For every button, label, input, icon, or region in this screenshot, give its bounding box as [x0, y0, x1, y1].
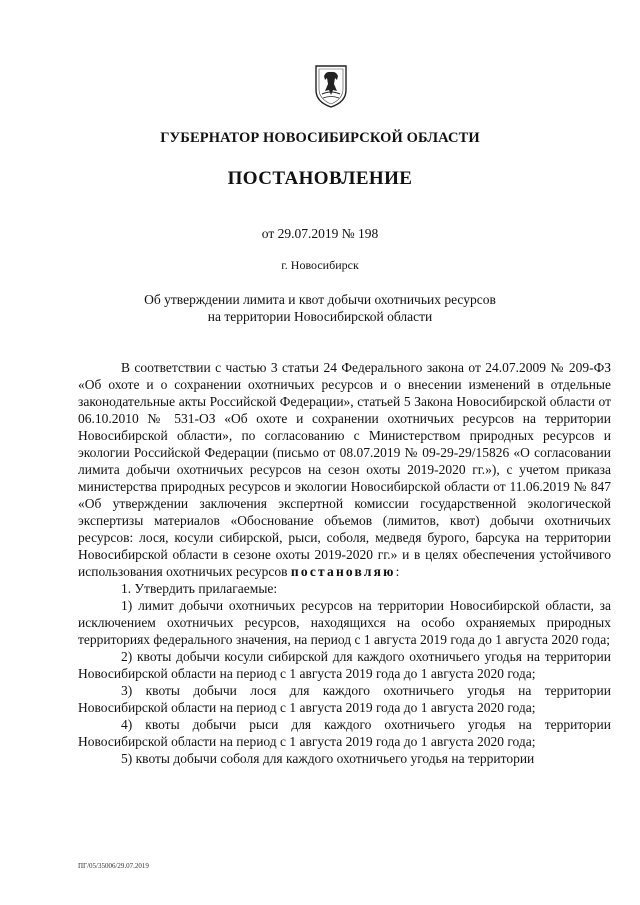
- issuing-authority: ГУБЕРНАТОР НОВОСИБИРСКОЙ ОБЛАСТИ: [160, 130, 480, 146]
- subject-line-1: Об утверждении лимита и квот добычи охотничьих ресурсов: [144, 292, 496, 307]
- decree-word: постановляю: [290, 564, 396, 579]
- document-type-title: ПОСТАНОВЛЕНИЕ: [227, 168, 413, 189]
- item-1-subitem-2: 2) квоты добычи косули сибирской для каждого охотничьего угодья на территории Новосибирской области на период с 1 августа 2019 года до 1 августа 2020 года;: [78, 649, 611, 681]
- item-1-subitem-5: 5) квоты добычи соболя для каждого охотничьего угодья на территории: [121, 751, 535, 766]
- document-city: г. Новосибирск: [281, 258, 359, 272]
- item-1: 1. Утвердить прилагаемые:: [121, 581, 278, 596]
- item-1-subitem-4: 4) квоты добычи рыси для каждого охотничьего угодья на территории Новосибирской области на период с 1 августа 2019 года до 1 августа 2020 года;: [78, 717, 611, 749]
- subject-line-2: на территории Новосибирской области: [207, 309, 433, 324]
- document-subject: [0, 291, 640, 325]
- preamble-text: В соответствии с частью 3 статьи 24 Федерального закона от 24.07.2009 № 209-ФЗ «Об охоте и о сохранении охотничьих ресурсов и о внесении изменений в отдельные законодательные акты Российской Федерации», статьей 5 Закона Новосибирской области от 06.10.2010 № 531-ОЗ «Об охоте и сохранении охотничьих ресурсов на территории Новосибирской области», по согласованию с Министерством природных ресурсов и экологии Российской Федерации (письмо от 08.07.2019 № 09-29-29/15826 «О согласовании лимита добычи охотничьих ресурсов на сезон охоты 2019-2020 гг.»), с учетом приказа министерства природных ресурсов и экологии Новосибирской области от 11.06.2019 № 847 «Об утверждении заключения экспертной комиссии государственной экологической экспертизы материалов «Обоснование объемов (лимитов, квот) добычи охотничьих ресурсов: лося, косули сибирской, рыси, соболя, медведя бурого, барсука на территории Новосибирской области в сезоне охоты 2019-2020 гг.» и в целях обеспечения устойчивого использования охотничьих ресурсов: [78, 360, 611, 579]
- decree-colon: :: [395, 564, 400, 579]
- document-date-number: от 29.07.2019 № 198: [261, 226, 379, 241]
- preamble-paragraph: [78, 359, 611, 580]
- item-1-subitem-1: 1) лимит добычи охотничьих ресурсов на территории Новосибирской области, за исключением охотничьих ресурсов, находящихся на особо охраняемых природных территориях федерального значения, на период с 1 августа 2019 года до 1 августа 2020 года;: [78, 598, 611, 647]
- item-1-subitem-3: 3) квоты добычи лося для каждого охотничьего угодья на территории Новосибирской области на период с 1 августа 2019 года до 1 августа 2020 года;: [78, 683, 611, 715]
- document-footer-code: ПГ/05/35006/29.07.2019: [78, 862, 149, 870]
- document-body: [78, 359, 611, 767]
- coat-of-arms-icon: [314, 64, 348, 108]
